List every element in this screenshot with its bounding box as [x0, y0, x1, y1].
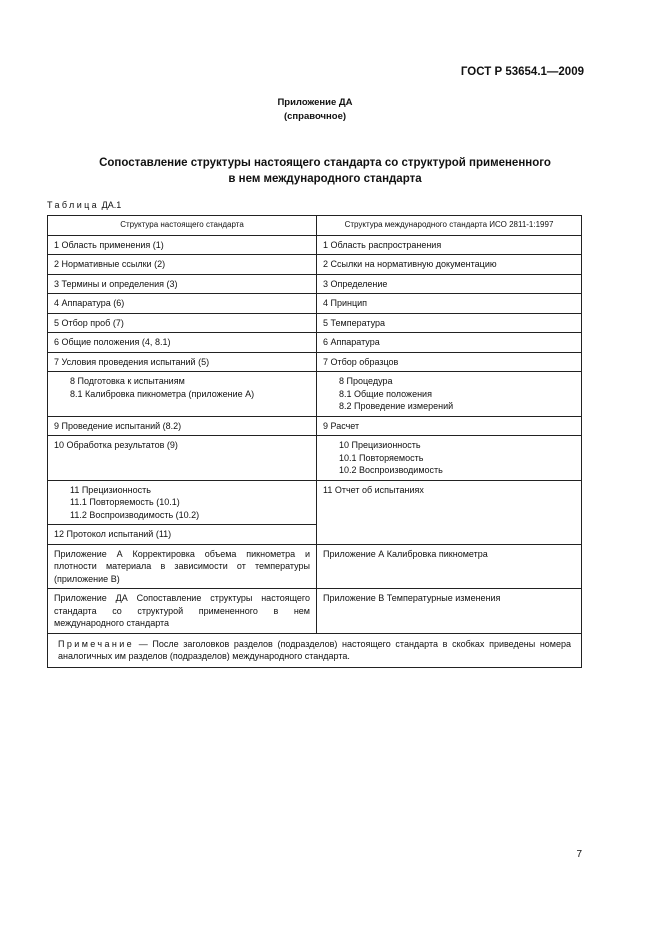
table-cell: 6 Общие положения (4, 8.1) — [48, 333, 317, 353]
cell-line: 8.1 Общие положения — [339, 388, 432, 399]
table-cell — [317, 436, 582, 481]
table-cell: 11 Отчет об испытаниях — [317, 480, 582, 544]
cell-line: 10.2 Воспроизводимость — [339, 465, 443, 475]
table-row — [48, 255, 582, 275]
table-row — [48, 544, 582, 589]
appendix-heading — [0, 96, 630, 124]
table-label-word: Таблица — [47, 200, 100, 210]
appendix-subtitle: (справочное) — [283, 111, 347, 122]
table-row — [48, 352, 582, 372]
table-row — [48, 235, 582, 255]
table-row — [48, 436, 582, 481]
table-header-row — [48, 216, 582, 236]
table-cell: Приложение ДА Сопоставление структуры настоящего стандарта со структурой примененного в нем международного стандарта — [48, 589, 317, 634]
cell-line: 8.1 Калибровка пикнометра (приложение А) — [70, 388, 255, 399]
cell-line: 8 Процедура — [339, 376, 393, 386]
table-cell: 12 Протокол испытаний (11) — [48, 525, 317, 545]
document-code: ГОСТ Р 53654.1—2009 — [460, 66, 584, 78]
table-cell: Приложение А Корректировка объема пикнометра и плотности материала в зависимости от температуры (приложение В) — [48, 544, 317, 589]
table-cell: 7 Отбор образцов — [317, 352, 582, 372]
note-label: Примечание — [58, 638, 135, 649]
table-cell: 9 Проведение испытаний (8.2) — [48, 416, 317, 436]
table-cell: Приложение В Температурные изменения — [317, 589, 582, 634]
table-note — [48, 633, 582, 667]
table-cell: 2 Нормативные ссылки (2) — [48, 255, 317, 275]
table-cell: 3 Определение — [317, 274, 582, 294]
table-row — [48, 313, 582, 333]
page-number: 7 — [576, 849, 582, 860]
table-cell — [48, 372, 317, 417]
appendix-title: Приложение ДА — [277, 97, 353, 108]
table-label — [47, 200, 121, 210]
cell-line: 11 Прецизионность — [70, 484, 151, 495]
cell-line: 8.2 Проведение измерений — [339, 401, 454, 411]
table-label-number: ДА.1 — [101, 200, 122, 210]
table-cell — [317, 372, 582, 417]
table-cell: 2 Ссылки на нормативную документацию — [317, 255, 582, 275]
table-row — [48, 416, 582, 436]
table-row — [48, 274, 582, 294]
table-cell: 7 Условия проведения испытаний (5) — [48, 352, 317, 372]
table-cell — [48, 480, 317, 525]
table-row — [48, 294, 582, 314]
table-cell: 6 Аппаратура — [317, 333, 582, 353]
table-cell: 4 Принцип — [317, 294, 582, 314]
column-header-national: Структура настоящего стандарта — [48, 216, 317, 236]
table-row — [48, 333, 582, 353]
table-cell: 9 Расчет — [317, 416, 582, 436]
cell-line: 8 Подготовка к испытаниям — [70, 376, 185, 386]
table-cell: 5 Температура — [317, 313, 582, 333]
page-title-line1: Сопоставление структуры настоящего стандарта со структурой примененного — [99, 157, 551, 169]
column-header-international: Структура международного стандарта ИСО 2811-1:1997 — [317, 216, 582, 236]
table-cell: 4 Аппаратура (6) — [48, 294, 317, 314]
table-cell: Приложение А Калибровка пикнометра — [317, 544, 582, 589]
table-cell: 10 Обработка результатов (9) — [48, 436, 317, 481]
table-row — [48, 372, 582, 417]
cell-line: 10.1 Повторяемость — [339, 452, 424, 463]
comparison-table — [47, 215, 582, 668]
page-title — [60, 155, 590, 187]
table-note-row — [48, 633, 582, 667]
table-row — [48, 589, 582, 634]
cell-line: 10 Прецизионность — [339, 440, 421, 450]
table-cell: 1 Область распространения — [317, 235, 582, 255]
note-text: — После заголовков разделов (подразделов) настоящего стандарта в скобках приведены номера аналогичных им разделов (подразделов) международного стандарта. — [58, 638, 571, 661]
table-cell: 5 Отбор проб (7) — [48, 313, 317, 333]
cell-line: 11.2 Воспроизводимость (10.2) — [70, 509, 200, 520]
table-row — [48, 480, 582, 525]
table-cell: 3 Термины и определения (3) — [48, 274, 317, 294]
page-title-line2: в нем международного стандарта — [228, 173, 422, 185]
cell-line: 11.1 Повторяемость (10.1) — [70, 497, 180, 507]
table-cell: 1 Область применения (1) — [48, 235, 317, 255]
